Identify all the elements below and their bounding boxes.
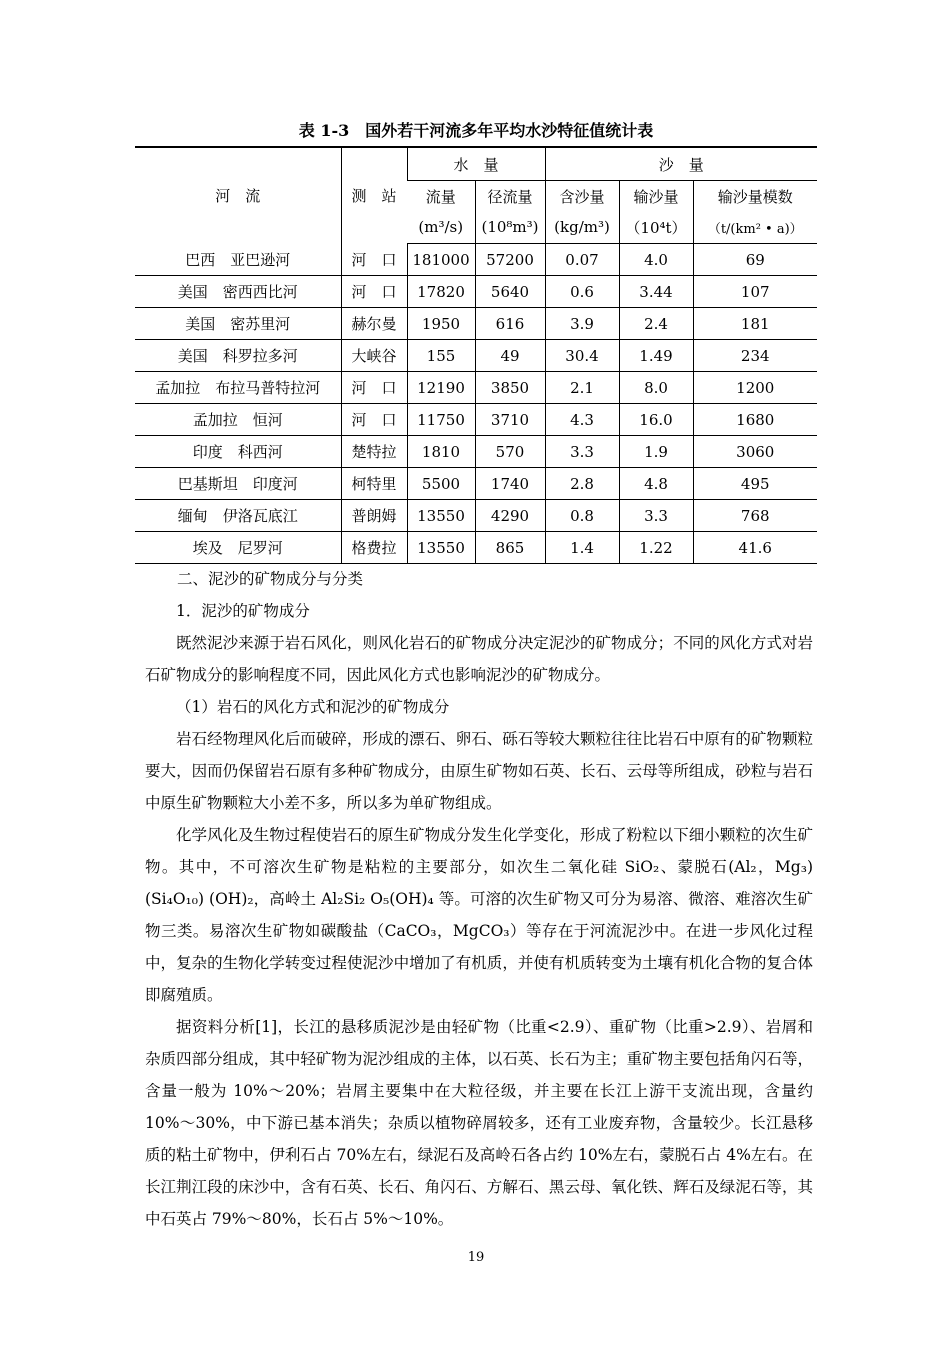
col-conc-header: 含沙量	[545, 181, 619, 212]
river-cell: 美国 密苏里河	[135, 308, 341, 340]
runoff-cell: 5640	[475, 276, 545, 308]
subsection-heading: 1．泥沙的矿物成分	[176, 602, 310, 620]
station-cell: 河 口	[341, 244, 407, 276]
col-runoff-header: 径流量	[475, 181, 545, 212]
flow-cell: 5500	[407, 468, 475, 500]
runoff-cell: 1740	[475, 468, 545, 500]
flow-cell: 17820	[407, 276, 475, 308]
station-cell: 大峡谷	[341, 340, 407, 372]
paragraph: 化学风化及生物过程使岩石的原生矿物成分发生化学变化，形成了粉粒以下细小颗粒的次生矿物。其中，不可溶次生矿物是粘粒的主要部分，如次生二氧化硅 SiO₂、蒙脱石(Al₂，Mg₃) (Si₄O₁₀) (OH)₂，高岭土 Al₂Si₂ O₅(OH)₄ 等。可溶的次生矿物又可分为易溶、微溶、难溶次生矿物三类。易溶次生矿物如碳酸盐（CaCO₃，MgCO₃）等存在于河流泥沙中。在进一步风化过程中，复杂的生物化学转变过程使泥沙中增加了有机质，并使有机质转变为土壤有机化合物的复合体即腐殖质。	[145, 826, 813, 1004]
conc-cell: 0.6	[545, 276, 619, 308]
group-water-header: 水 量	[407, 147, 545, 181]
river-cell: 缅甸 伊洛瓦底江	[135, 500, 341, 532]
flow-cell: 13550	[407, 532, 475, 564]
station-cell: 楚特拉	[341, 436, 407, 468]
river-cell: 巴基斯坦 印度河	[135, 468, 341, 500]
flow-cell: 155	[407, 340, 475, 372]
modulus-cell: 768	[693, 500, 817, 532]
flow-cell: 13550	[407, 500, 475, 532]
group-sediment-header: 沙 量	[545, 147, 817, 181]
conc-cell: 2.8	[545, 468, 619, 500]
modulus-cell: 1680	[693, 404, 817, 436]
table-row	[135, 244, 817, 276]
load-cell: 16.0	[619, 404, 693, 436]
conc-cell: 3.3	[545, 436, 619, 468]
paragraph: 据资料分析[1]，长江的悬移质泥沙是由轻矿物（比重<2.9）、重矿物（比重>2.9）、岩屑和杂质四部分组成，其中轻矿物为泥沙组成的主体，以石英、长石为主；重矿物主要包括角闪石等，含量一般为 10%～20%；岩屑主要集中在大粒径级，并主要在长江上游干支流出现，含量约 10%～30%，中下游已基本消失；杂质以植物碎屑较多，还有工业废弃物，含量较少。长江悬移质的粘土矿物中，伊利石占 70%左右，绿泥石及高岭石各占约 10%左右，蒙脱石占 4%左右。在长江荆江段的床沙中，含有石英、长石、角闪石、方解石、黑云母、氧化铁、辉石及绿泥石等，其中石英占 79%～80%，长石占 5%～10%。	[145, 1018, 813, 1228]
conc-cell: 4.3	[545, 404, 619, 436]
load-cell: 3.3	[619, 500, 693, 532]
station-cell: 赫尔曼	[341, 308, 407, 340]
runoff-cell: 3850	[475, 372, 545, 404]
river-cell: 巴西 亚巴逊河	[135, 244, 341, 276]
col-flow-header: 流量	[407, 181, 475, 212]
flow-cell: 12190	[407, 372, 475, 404]
table-row	[135, 276, 817, 308]
col-load-unit: （10⁴t）	[619, 211, 693, 244]
flow-cell: 1950	[407, 308, 475, 340]
table-row	[135, 532, 817, 564]
river-cell: 印度 科西河	[135, 436, 341, 468]
modulus-cell: 181	[693, 308, 817, 340]
conc-cell: 3.9	[545, 308, 619, 340]
table-row	[135, 436, 817, 468]
modulus-cell: 1200	[693, 372, 817, 404]
col-modulus-unit: （t/(km² • a)）	[693, 211, 817, 244]
page-number: 19	[467, 1250, 485, 1265]
subsubsection-heading: （1）岩石的风化方式和泥沙的矿物成分	[176, 698, 450, 716]
load-cell: 1.22	[619, 532, 693, 564]
load-cell: 8.0	[619, 372, 693, 404]
conc-cell: 1.4	[545, 532, 619, 564]
col-conc-unit: (kg/m³)	[545, 211, 619, 244]
modulus-cell: 69	[693, 244, 817, 276]
station-cell: 河 口	[341, 372, 407, 404]
table-caption: 表 1-3 国外若干河流多年平均水沙特征值统计表	[298, 121, 654, 140]
conc-cell: 0.8	[545, 500, 619, 532]
paragraph: 既然泥沙来源于岩石风化，则风化岩石的矿物成分决定泥沙的矿物成分；不同的风化方式对岩石矿物成分的影响程度不同，因此风化方式也影响泥沙的矿物成分。	[145, 634, 813, 684]
col-flow-unit: (m³/s)	[407, 211, 475, 244]
load-cell: 4.8	[619, 468, 693, 500]
load-cell: 4.0	[619, 244, 693, 276]
conc-cell: 0.07	[545, 244, 619, 276]
col-runoff-unit: (10⁸m³)	[475, 211, 545, 244]
load-cell: 1.9	[619, 436, 693, 468]
section-heading: 二、泥沙的矿物成分与分类	[177, 570, 364, 588]
modulus-cell: 41.6	[693, 532, 817, 564]
body-text	[145, 563, 813, 1235]
station-cell: 河 口	[341, 276, 407, 308]
col-load-header: 输沙量	[619, 181, 693, 212]
table-row	[135, 372, 817, 404]
river-cell: 美国 科罗拉多河	[135, 340, 341, 372]
table-row	[135, 340, 817, 372]
load-cell: 2.4	[619, 308, 693, 340]
river-cell: 孟加拉 恒河	[135, 404, 341, 436]
flow-cell: 1810	[407, 436, 475, 468]
load-cell: 1.49	[619, 340, 693, 372]
runoff-cell: 616	[475, 308, 545, 340]
sediment-table	[135, 146, 817, 564]
table-row	[135, 468, 817, 500]
runoff-cell: 4290	[475, 500, 545, 532]
flow-cell: 11750	[407, 404, 475, 436]
station-cell: 普朗姆	[341, 500, 407, 532]
station-cell: 河 口	[341, 404, 407, 436]
table-row	[135, 404, 817, 436]
modulus-cell: 3060	[693, 436, 817, 468]
conc-cell: 30.4	[545, 340, 619, 372]
modulus-cell: 495	[693, 468, 817, 500]
station-cell: 格费拉	[341, 532, 407, 564]
runoff-cell: 570	[475, 436, 545, 468]
runoff-cell: 865	[475, 532, 545, 564]
runoff-cell: 3710	[475, 404, 545, 436]
load-cell: 3.44	[619, 276, 693, 308]
table-row	[135, 308, 817, 340]
col-modulus-header: 输沙量模数	[693, 181, 817, 212]
river-cell: 埃及 尼罗河	[135, 532, 341, 564]
river-cell: 孟加拉 布拉马普特拉河	[135, 372, 341, 404]
river-cell: 美国 密西西比河	[135, 276, 341, 308]
col-station-header: 测 站	[341, 147, 407, 244]
runoff-cell: 57200	[475, 244, 545, 276]
conc-cell: 2.1	[545, 372, 619, 404]
modulus-cell: 234	[693, 340, 817, 372]
station-cell: 柯特里	[341, 468, 407, 500]
flow-cell: 181000	[407, 244, 475, 276]
table-row	[135, 500, 817, 532]
paragraph: 岩石经物理风化后而破碎，形成的漂石、卵石、砾石等较大颗粒往往比岩石中原有的矿物颗粒要大，因而仍保留岩石原有多种矿物成分，由原生矿物如石英、长石、云母等所组成，砂粒与岩石中原生矿物颗粒大小差不多，所以多为单矿物组成。	[145, 730, 813, 812]
modulus-cell: 107	[693, 276, 817, 308]
runoff-cell: 49	[475, 340, 545, 372]
col-river-header: 河 流	[135, 147, 341, 244]
